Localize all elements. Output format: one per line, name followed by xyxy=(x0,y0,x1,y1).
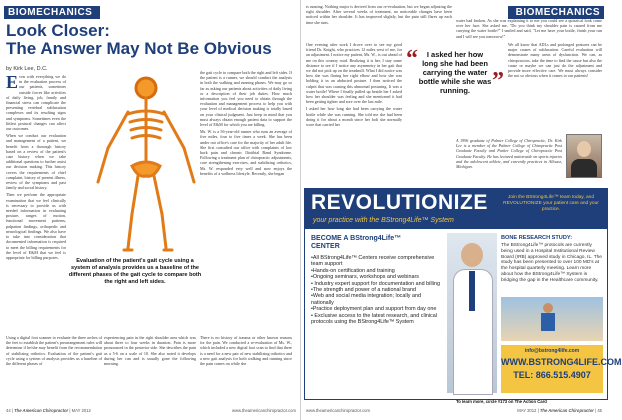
title-line-1: Look Closer: xyxy=(6,21,110,40)
pull-quote xyxy=(406,46,504,95)
feature-item: •Hands-on certification and training xyxy=(311,267,395,274)
footer-date: MAY 2012 xyxy=(71,408,91,413)
quote-open-mark: “ xyxy=(406,46,418,72)
ad-join-text: Join the BStrong4Life™ team today, and REVOLUTIONIZE your patient care and your practice. xyxy=(503,195,599,212)
ad-website[interactable]: WWW.BSTRONG4LIFE.COM xyxy=(501,357,622,367)
paragraph: Using a digital foot scanner to evaluate the three arches of the feet to establish the patient's prearrangement rules will determine if he/she may benefit from the recommendation of stabilizing orthotics. Evaluation of the patient's gait cycle using a system of analysis provides us a baseline of the different phases of xyxy=(6,335,102,367)
footer-page-number: 44 xyxy=(6,408,11,413)
footer-url[interactable]: www.theamericanchiropractor.com xyxy=(231,408,296,413)
right-top-column-1: is running. Nothing major is derived from our re-evaluation, but we began adjusting the right shoulder. After several weeks of treatment, no noticeable changes have been noticed within her shoulder. It has improved slightly, but the pain still flares up each time she runs. xyxy=(306,4,452,25)
footer-divider: | xyxy=(11,408,15,413)
ad-research-text: The BStrong4Life™ protocols are currently being used in a Hospital Institutional Review Board (IRB) approved study in Chicago, IL. The study has been presented to over 100 MD's at the hospital quarterly meeting. Learn more about how the BStrong4Life™ System is bridging the gap in the Healthcare community. xyxy=(501,243,602,283)
author-photo xyxy=(566,134,602,178)
ad-feature-list xyxy=(311,255,443,325)
left-bottom-column-3 xyxy=(200,335,292,401)
footer-divider: | xyxy=(69,408,72,413)
reader-note: To learn more, circle #173 on The Action Card xyxy=(456,399,547,404)
paragraph: Then we perform the appropriate examination that we feel clinically is necessary to provide us with needed information in evaluating posture, ranges of motion, functional movement patterns, palpation findings, orthopedic and neurological findings. We also have to take into consideration that documented information is required to meet the billing requirements for the level of E&M that we feel is appropriate for billing purposes. xyxy=(6,192,66,260)
paragraph: I asked her how long she had been carrying the water bottle while she was running. She told me she had been doing it for about a month since her bolt she normally wore that carried her xyxy=(306,106,402,128)
ad-member-heading-line2: CENTER xyxy=(311,243,340,250)
page-gutter xyxy=(300,0,301,420)
left-bottom-column-2 xyxy=(104,335,196,401)
paragraph: There is no history of trauma or other known reasons for the pain. We conducted a re-evaluation of Ms. W., which included a new digital foot scan to find that there is a need for a new pair of new stabilizing orthotics and a new gait analysis for both walking and running since the pain comes on while she xyxy=(200,335,292,367)
feature-item: •Web and social media integration; locally and nationally xyxy=(311,293,421,306)
ad-research-heading: BONE RESEARCH STUDY: xyxy=(501,235,573,241)
right-mid-column-3: We all know that ADLs and prolonged postures can be major causes of subluxation. Careful evaluation will demonstrate many areas of dysfunction. We can, as chiropractors, take the time to find the cause but also the cause or maybe we can just do the adjustment and provide more effective care. We must always consider the not so obvious when it comes to our patients! xyxy=(508,42,602,79)
author-bio: A 1996 graduate of Palmer College of Chiropractic, Dr. Kirk Lee is a member of the Palmer College of Chiropractic Post Graduate Faculty and Parker College of Chiropractic Post Graduate Faculty. He has lectured nationwide on sports injuries and the adolescent athlete, and currently practices in Allouez, Michigan. xyxy=(456,138,562,170)
paragraph: experiencing pain in the right shoulder area which was about three to four weeks in duration. Pain is more pronounced in the posterior side. She describes the pain as a 5-6 on a scale of 10. She also noted it develops during her run and is usually gone the following morning. xyxy=(104,335,196,367)
pull-quote-text: I asked her how long she had been carrying the water bottle while she was running. xyxy=(418,50,492,95)
feature-item: • Industry expert support for documentation and billing xyxy=(311,280,440,287)
ad-block[interactable] xyxy=(304,188,622,400)
left-footer xyxy=(6,408,296,413)
ad-doctor-photo xyxy=(447,233,497,393)
title-line-2: The Answer May Not Be Obvious xyxy=(6,39,272,58)
footer-divider: | xyxy=(537,408,540,413)
left-column-1 xyxy=(6,72,66,260)
right-footer xyxy=(306,408,602,413)
footer-magazine: The American Chiropractor xyxy=(14,408,69,413)
feature-item: •Ongoing seminars, workshops and webinars xyxy=(311,274,419,281)
footer-magazine: The American Chiropractor xyxy=(539,408,594,413)
feature-item: •Practice deployment plan and support from day one xyxy=(311,306,437,313)
feature-item: •All BStrong4Life™ Centers receive comprehensive team support xyxy=(311,255,435,268)
ad-contact[interactable] xyxy=(501,345,622,393)
footer-page-number: 45 xyxy=(597,408,602,413)
footer-date: MAY 2012 xyxy=(517,408,537,413)
ad-banner xyxy=(305,189,607,229)
footer-divider: | xyxy=(595,408,598,413)
right-mid-column-1 xyxy=(306,42,402,184)
left-bottom-column-1 xyxy=(6,335,102,401)
figure-caption: Evaluation of the patient's gait cycle using a system of analysis provides us a baseline of the different phases of the gait cycle to compare both the right and left sides. xyxy=(68,258,202,285)
feature-item: •The strength and power of a national brand xyxy=(311,287,416,294)
paragraph: One evening after work I drove over to see my good friend Dr. Knight, who practices 12 miles west of me, for an adjustment. I notice my patient, Ms. W., is out ahead of me on this country road. Realizing it is her, I stay some distance to see if I notice any asymmetry in her gait that we did not pick up on the treadmill. What I did notice was how she was flaring her right elbow and how she was holding it in an abducted posture. I then noticed the culprit that was causing this abnormal posturing. It was a water bottle! Where I finally pulled up beside her I asked how her shoulder was feeling and she mentioned it had been getting tighter and sore over the last mile. xyxy=(306,42,402,105)
byline: by Kirk Lee, D.C. xyxy=(6,66,48,72)
paragraph: the gait cycle to compare both the right and left sides. If the patient is a runner, we should conduct the analysis in both the walking and running phases. We may go so far as asking our patients about activities of daily living or a description of their job duties. How much information you feel you need to obtain through the evaluation and management process to help you with your level of medical decision making is totally based on your clinical judgment. Just keep in mind that you must always obtain enough patient data to support the level of E&M for which you are billing. xyxy=(200,70,292,128)
ad-member-heading xyxy=(311,235,441,251)
paragraph: ven with everything we do in the evaluation process of our patients, sometimes outside forces like activities of daily living, job, family and financial stress can complicate the presenting vertebral subluxation complexes and its resulting signs and symptoms. Sometimes even the littlest postural changes can affect our outcomes. xyxy=(6,74,66,132)
ad-runner-photo xyxy=(501,297,603,341)
feature-item: • Exclusive access to the latest research, and clinical protocols using the BStrong4Life™ System xyxy=(311,312,437,326)
paragraph: Ms. W. is a 56-year-old runner who runs an average of five miles, four to five times a week. She has been under our office's care for the majority of her adult life. She first consulted our office with complaints of low back pain and chronic Iliotibial Band Syndrome. Following a treatment plan of chiropractic adjustments, core strengthening exercises, and stabilizing orthotics, Ms. W. responded very well and now enjoys the benefits of a wellness lifestyle. Recently, she began xyxy=(200,129,292,176)
article-title xyxy=(6,22,296,58)
ad-phone[interactable]: TEL: 866.515.4907 xyxy=(513,370,591,380)
ad-email[interactable]: info@bstrong4life.com xyxy=(524,348,580,354)
drop-cap: E xyxy=(6,72,19,92)
ad-member-heading-line1: BECOME A BStrong4Life™ xyxy=(311,235,402,242)
right-top-column-2: water had broken. As she was explaining it to me you could see a quizzical look come over her face. She asked me, "Do you think my shoulder pain is caused from me carrying the water bottle?" I smiled and said, "Let me have your bottle, finish your run and I will see you tomorrow!" xyxy=(456,18,602,39)
ad-subline: your practice with the BStrong4Life™ System xyxy=(313,217,454,224)
section-label-right: BIOMECHANICS xyxy=(508,6,604,19)
quote-close-mark: ” xyxy=(492,68,504,94)
paragraph: When we conduct our evaluation and management of a patient, we benefit from a thorough history based on a review of the patient's case history when we take additional questions to further assist our decision making. This history covers the requirements of chief complaint, history of present illness, review of the symptoms and past family and social history. xyxy=(6,133,66,191)
footer-url[interactable]: www.theamericanchiropractor.com xyxy=(306,408,371,413)
ad-headline: REVOLUTIONIZE xyxy=(311,191,488,214)
section-label-left: BIOMECHANICS xyxy=(4,6,100,19)
left-column-2 xyxy=(200,70,292,252)
